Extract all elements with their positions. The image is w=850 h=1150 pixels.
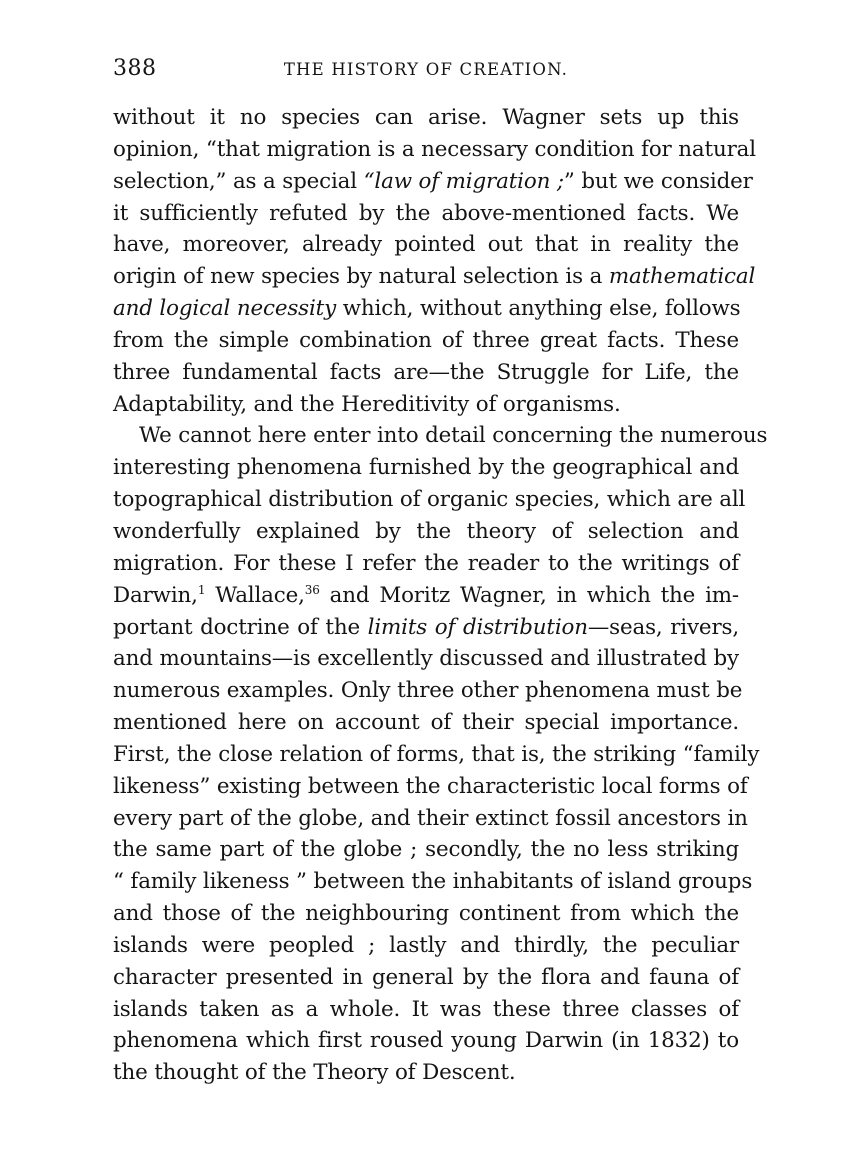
text-run: origin of new species by natural selection is a <box>113 264 609 290</box>
text-line <box>113 994 739 1026</box>
text-run: Darwin, <box>113 582 198 608</box>
text-run: First, the close relation of forms, that is, the striking “family <box>113 741 760 767</box>
text-run: —seas, rivers, <box>587 614 739 640</box>
text-line <box>113 834 739 866</box>
text-line <box>113 325 739 357</box>
text-run: topographical distribution of organic species, which are all <box>113 487 746 513</box>
text-run: the thought of the Theory of Descent. <box>113 1060 516 1086</box>
text-run: phenomena which first roused young Darwin (in 1832) to <box>113 1028 739 1054</box>
text-run: three fundamental facts are—the Struggle for Life, the <box>113 359 739 385</box>
text-run: and those of the neighbouring continent from which the <box>113 901 739 927</box>
italic-run: “law of migration ; <box>363 168 564 194</box>
text-run: and mountains—is excellently discussed and illustrated by <box>113 646 739 672</box>
text-line <box>113 930 739 962</box>
text-line <box>113 707 739 739</box>
text-line <box>113 389 739 421</box>
text-line <box>113 484 746 516</box>
text-run: portant doctrine of the <box>113 614 368 640</box>
text-line <box>113 420 768 452</box>
text-line <box>113 516 739 548</box>
text-line <box>113 1025 739 1057</box>
footnote-ref: 1 <box>197 582 206 597</box>
text-line <box>113 102 739 134</box>
text-line <box>113 357 739 389</box>
text-run: ” but we consider <box>563 168 753 194</box>
text-line <box>113 452 739 484</box>
text-run: Wallace, <box>205 582 305 608</box>
text-run: numerous examples. Only three other phenomena must be <box>113 678 743 704</box>
running-title: THE HISTORY OF CREATION. <box>283 60 569 79</box>
text-run: wonderfully explained by the theory of selection and <box>113 518 739 544</box>
text-run: interesting phenomena furnished by the geographical and <box>113 455 739 481</box>
text-line <box>113 293 739 325</box>
text-run: from the simple combination of three great facts. These <box>113 327 739 353</box>
text-run: without it no species can arise. Wagner sets up this <box>113 105 739 130</box>
text-run: Adaptability, and the Hereditivity of organisms. <box>113 391 621 417</box>
italic-run: and logical necessity <box>113 296 337 322</box>
text-line <box>113 803 748 835</box>
text-run: have, moreover, already pointed out that in reality the <box>113 232 739 258</box>
text-line <box>113 898 739 930</box>
text-line <box>113 643 739 675</box>
text-run: it sufficiently refuted by the above-mentioned facts. We <box>113 200 739 226</box>
text-run: the same part of the globe ; secondly, the no less striking <box>113 837 739 863</box>
italic-run: limits of distribution <box>367 614 588 640</box>
text-run: which, without anything else, follows <box>336 296 741 322</box>
text-run: character presented in general by the flora and fauna of <box>113 964 739 990</box>
text-run: every part of the globe, and their extinct fossil ancestors in <box>113 805 748 831</box>
text-run: islands were peopled ; lastly and thirdly, the peculiar <box>113 932 739 958</box>
text-run: “ family likeness ” between the inhabitants of island groups <box>113 869 753 895</box>
text-run: mentioned here on account of their special importance. <box>113 710 739 736</box>
footnote-ref: 36 <box>304 582 320 597</box>
page-number: 388 <box>113 56 157 81</box>
text-run: islands taken as a whole. It was these three classes of <box>113 996 739 1022</box>
text-line <box>113 580 739 612</box>
text-run: selection,” as a special <box>113 168 364 194</box>
text-line <box>113 1057 739 1089</box>
body-text <box>113 102 768 1089</box>
text-line <box>113 962 739 994</box>
page-header <box>113 56 739 90</box>
text-line <box>113 612 739 644</box>
text-run: and Moritz Wagner, in which the im- <box>319 582 739 608</box>
text-line <box>113 548 739 580</box>
text-line <box>113 866 753 898</box>
text-run: likeness” existing between the characteristic local forms of <box>113 773 748 799</box>
text-line <box>113 229 739 261</box>
text-line <box>113 739 760 771</box>
text-run: opinion, “that migration is a necessary condition for natural <box>113 136 756 162</box>
text-line <box>113 771 748 803</box>
italic-run: mathematical <box>608 264 756 290</box>
text-line <box>113 166 753 198</box>
text-line <box>113 261 756 293</box>
text-line <box>113 198 739 230</box>
text-line <box>113 134 756 166</box>
text-run: migration. For these I refer the reader to the writings of <box>113 550 739 576</box>
text-run: We cannot here enter into detail concerning the numerous <box>139 423 768 449</box>
text-line <box>113 675 743 707</box>
